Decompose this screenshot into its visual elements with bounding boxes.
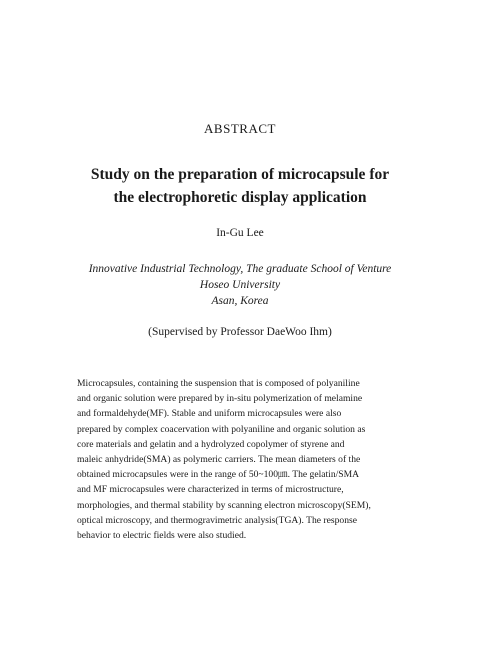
abstract-line: core materials and gelatin and a hydrolyzed copolymer of styrene and — [77, 438, 345, 450]
abstract-line: prepared by complex coacervation with polyaniline and organic solution as — [77, 423, 366, 435]
author-name: In-Gu Lee — [216, 227, 264, 239]
abstract-line: behavior to electric fields were also studied. — [77, 530, 247, 542]
abstract-line: obtained microcapsules were in the range of 50~100㎛. The gelatin/SMA — [77, 469, 360, 481]
supervisor-note: (Supervised by Professor DaeWoo Ihm) — [148, 326, 332, 338]
affiliation-line-2: Hoseo University — [199, 279, 281, 291]
abstract-line: and organic solution were prepared by in-situ polymerization of melamine — [77, 393, 363, 405]
abstract-line: and MF microcapsules were characterized in terms of microstructure, — [77, 484, 344, 496]
abstract-line: optical microscopy, and thermogravimetric analysis(TGA). The response — [77, 514, 357, 526]
paper-title — [0, 163, 480, 209]
abstract-line: morphologies, and thermal stability by scanning electron microscopy(SEM), — [77, 499, 371, 511]
affiliation-line-3: Asan, Korea — [211, 295, 269, 307]
abstract-body — [77, 376, 417, 543]
abstract-line: Microcapsules, containing the suspension that is composed of polyaniline — [77, 378, 360, 389]
affiliation-line-1: Innovative Industrial Technology, The graduate School of Venture — [88, 263, 392, 275]
abstract-line: maleic anhydride(SMA) as polymeric carriers. The mean diameters of the — [77, 454, 361, 466]
abstract-line: and formaldehyde(MF). Stable and uniform microcapsules were also — [77, 408, 342, 420]
affiliation — [0, 261, 480, 309]
title-line-1: Study on the preparation of microcapsule for — [90, 166, 390, 183]
section-heading: ABSTRACT — [204, 121, 276, 136]
title-line-2: the electrophoretic display application — [113, 189, 367, 206]
